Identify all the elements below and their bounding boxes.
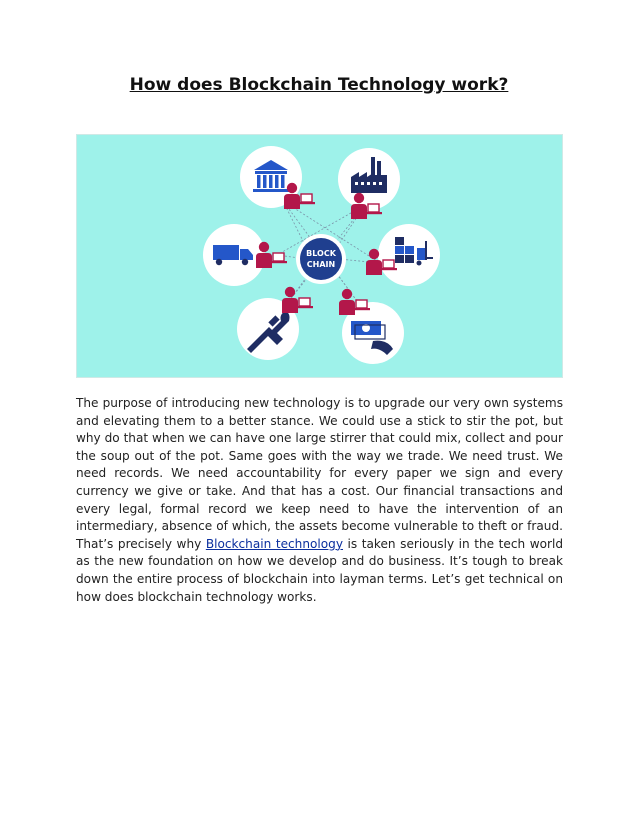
paragraph-text-after-link: is taken seriously in the tech world as the new foundation on how we develop and do business. It’s tough to break down the entire process of blockchain into layman terms. Let’s get technical on how does blockchain technology works. bbox=[76, 536, 563, 604]
paragraph-text-before-link: The purpose of introducing new technology is to upgrade our very own systems and elevating them to a better stance. We could use a stick to stir the pot, but why do that when we can have one large stirrer that could mix, collect and pour the soup out of the pot. Same goes with the way we trade. We need trust. We need records. We need accountability for every paper we sign and every currency we give or take. And that has a cost. Our financial transactions and every legal, formal record we keep need to have the intervention of an intermediary, absence of which, the assets become vulnerable to theft or fraud. That’s precisely why bbox=[76, 396, 563, 551]
node-truck bbox=[203, 224, 287, 286]
node-warehouse bbox=[366, 224, 440, 286]
node-tools bbox=[237, 287, 313, 360]
node-money bbox=[339, 289, 404, 364]
person-laptop-icon bbox=[256, 242, 287, 268]
page-title: How does Blockchain Technology work? bbox=[129, 75, 509, 95]
badge-line-2: CHAIN bbox=[306, 260, 336, 269]
blockchain-badge bbox=[296, 234, 346, 284]
badge-line-1: BLOCK bbox=[306, 249, 336, 258]
blockchain-technology-link[interactable]: Blockchain technology bbox=[205, 536, 343, 551]
body-paragraph bbox=[76, 395, 563, 606]
blockchain-illustration bbox=[76, 134, 563, 378]
blockchain-network-svg bbox=[77, 135, 562, 377]
node-bank bbox=[240, 146, 315, 209]
node-factory bbox=[338, 148, 400, 219]
